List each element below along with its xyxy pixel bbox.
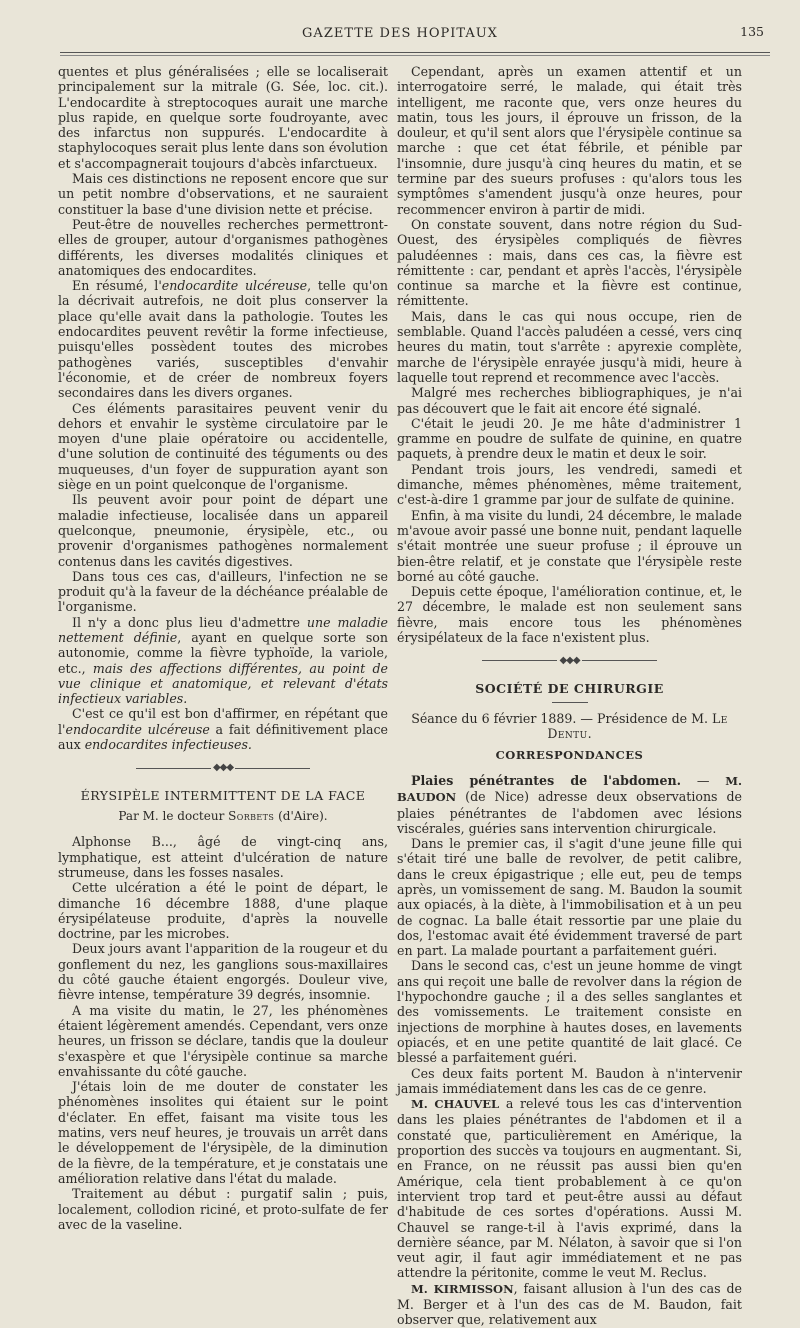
paragraph: Cependant, après un examen attentif et un interrogatoire serré, le malade, qui était très intelligent, me raconte que, vers onze heures du matin, tous les jours, il éprouve un frisson, de la douleur, et qu'il sent alors que l'érysipèle continue sa marche : que cet état fébrile, et pénible par l'insomnie, dure jusqu'à cinq heures du matin, et se termine par des sueurs profuses : qu'alors tous les symptômes s'amendent jusqu'à onze heures, pour recommencer environ à partir de midi. bbox=[397, 64, 742, 217]
paragraph: Mais ces distinctions ne reposent encore que sur un petit nombre d'observations, et ne sauraient constituer la base d'une division nette et précise. bbox=[58, 171, 388, 217]
paragraph: Mais, dans le cas qui nous occupe, rien de semblable. Quand l'accès paludéen a cessé, vers cinq heures du matin, tout s'arrête : apyrexie complète, marche de l'érysipèle enrayée jusqu'à midi, heure à laquelle tout reprend et recommence avec l'accès. bbox=[397, 308, 742, 385]
paragraph: Dans tous ces cas, d'ailleurs, l'infection ne se produit qu'à la faveur de la déchéance préalable de l'organisme. bbox=[58, 568, 388, 615]
article-byline: Par M. le docteur Sorbets (d'Aire). bbox=[118, 809, 328, 824]
paragraph: Il n'y a donc plus lieu d'admettre une maladie nettement définie, ayant en quelque sorte son autonomie, comme la fièvre typhoïde, la variole, etc., mais des affections différentes, au point de vue clinique et anatomique, et relevant d'états infectieux variables. bbox=[58, 614, 388, 707]
paragraph: Ces deux faits portent M. Baudon à n'intervenir jamais immédiatement dans les cas de ce genre. bbox=[397, 1065, 742, 1096]
ornamental-divider: ◆◆◆ bbox=[397, 653, 742, 668]
paragraph: Peut-être de nouvelles recherches permettront-elles de grouper, autour d'organismes pathogènes différents, les diverses modalités cliniques et anatomiques des endocardites. bbox=[58, 216, 388, 278]
left-column bbox=[58, 64, 388, 1232]
paragraph: A ma visite du matin, le 27, les phénomènes étaient légèrement amendés. Cependant, vers onze heures, un frisson se déclare, tandis que la douleur s'exaspère et que l'érysipèle continue sa marche envahissante du côté gauche. bbox=[58, 1002, 388, 1079]
header-rule-secondary bbox=[60, 55, 770, 56]
paragraph: Depuis cette époque, l'amélioration continue, et, le 27 décembre, le malade est non seulement sans fièvre, mais encore tous les phénomènes érysipélateux de la face n'existent plus. bbox=[397, 584, 742, 645]
page-number: 135 bbox=[740, 24, 764, 39]
section-title: SOCIÉTÉ DE CHIRURGIE bbox=[475, 680, 664, 696]
running-title: GAZETTE DES HOPITAUX bbox=[302, 26, 498, 41]
subsection-heading: CORRESPONDANCES bbox=[495, 747, 644, 762]
paragraph: Dans le premier cas, il s'agit d'une jeune fille qui s'était tiré une balle de revolver, de petit calibre, dans le creux épigastrique ; elle eut, peu de temps après, un vomissement de sang. M. Baudon la soumit aux opiacés, à la diète, à l'immobilisation et à un peu de cognac. La balle était ressortie par une plaie du dos, l'estomac avait été évidemment traversé de part en part. La malade pourtant a parfaitement guéri. bbox=[397, 836, 742, 959]
paragraph: Traitement au début : purgatif salin ; puis, localement, collodion riciné, et proto-sulfate de fer avec de la vaseline. bbox=[58, 1186, 388, 1232]
paragraph: M. CHAUVEL a relevé tous les cas d'intervention dans les plaies pénétrantes de l'abdomen et il a constaté que, particulièrement en Amérique, la proportion des succès va toujours en augmentant. Si, en France, on ne réussit pas aussi bien qu'en Amérique, cela tient probablement à ce qu'on intervient trop tard et peut-être aussi au défaut d'habitude de ces sortes d'opérations. Aussi M. Chauvel se range-t-il à l'avis exprimé, dans la dernière séance, par M. Nélaton, à savoir que si l'on veut agir, il faut agir immédiatement et ne pas attendre la péritonite, comme le veut M. Reclus. bbox=[397, 1096, 743, 1281]
paragraph: Pendant trois jours, les vendredi, samedi et dimanche, mêmes phénomènes, même traitement, c'est-à-dire 1 gramme par jour de sulfate de quinine. bbox=[397, 461, 742, 508]
paragraph: Ces éléments parasitaires peuvent venir du dehors et envahir le système circulatoire par le moyen d'une plaie opératoire ou accidentelle, d'une solution de continuité des téguments ou des muqueuses, d'un foyer de suppuration ayant son siège en un point quelconque de l'organisme. bbox=[58, 400, 388, 493]
paragraph: Deux jours avant l'apparition de la rougeur et du gonflement du nez, les ganglions sous-maxillaires du côté gauche étaient engorgés. Douleur vive, fièvre intense, température 39 degrés, insomnie. bbox=[58, 941, 388, 1003]
header-rule bbox=[60, 52, 770, 53]
paragraph: Malgré mes recherches bibliographiques, je n'ai pas découvert que le fait ait encore été signalé. bbox=[397, 385, 742, 416]
paragraph: Enfin, à ma visite du lundi, 24 décembre, le malade m'avoue avoir passé une bonne nuit, pendant laquelle s'était montrée une sueur profuse ; il éprouve un bien-être relatif, et je constate que l'érysipèle reste borné au côté gauche. bbox=[397, 507, 742, 584]
paragraph: C'était le jeudi 20. Je me hâte d'administrer 1 gramme en poudre de sulfate de quinine, en quatre paquets, à prendre deux le matin et deux le soir. bbox=[397, 415, 742, 462]
paragraph: Ils peuvent avoir pour point de départ une maladie infectieuse, localisée dans un appareil quelconque, pneumonie, érysipèle, etc., ou provenir d'organismes pathogènes normalement contenus dans les cavités digestives. bbox=[58, 492, 388, 569]
ornamental-divider: ◆◆◆ bbox=[58, 760, 388, 775]
paragraph: C'est ce qu'il est bon d'affirmer, en répétant que l'endocardite ulcéreuse a fait définitivement place aux endocardites infectieuses. bbox=[58, 706, 388, 753]
page-header bbox=[0, 24, 800, 46]
paragraph: Plaies pénétrantes de l'abdomen. — M. BAUDON (de Nice) adresse deux observations de plaies pénétrantes de l'abdomen avec lésions viscérales, guéries sans intervention chirurgicale. bbox=[397, 772, 743, 836]
article-title: ÉRYSIPÈLE INTERMITTENT DE LA FACE bbox=[80, 787, 366, 803]
session-line: Séance du 6 février 1889. — Présidence de M. Le Dentu. bbox=[411, 711, 728, 742]
right-column bbox=[397, 64, 742, 1328]
paragraph: Alphonse B..., âgé de vingt-cinq ans, lymphatique, est atteint d'ulcération de nature strumeuse, dans les fosses nasales. bbox=[58, 834, 388, 880]
short-rule bbox=[552, 702, 588, 703]
paragraph: quentes et plus généralisées ; elle se localiserait principalement sur la mitrale (G. Sée, loc. cit.). L'endocardite à streptocoques aurait une marche plus rapide, en quelque sorte foudroyante, avec des infarctus non suppurés. L'endocardite à staphylocoques serait plus lente dans son évolution et s'accompagnerait toujours d'abcès infarctueux. bbox=[58, 64, 388, 171]
paragraph: Cette ulcération a été le point de départ, le dimanche 16 décembre 1888, d'une plaque érysipélateuse produite, d'après la nouvelle doctrine, par les microbes. bbox=[58, 880, 388, 942]
paragraph: M. KIRMISSON, faisant allusion à l'un des cas de M. Berger et à l'un des cas de M. Baudon, fait observer que, relativement aux bbox=[397, 1280, 742, 1328]
paragraph: Dans le second cas, c'est un jeune homme de vingt ans qui reçoit une balle de revolver dans la région de l'hypochondre gauche ; il a des selles sanglantes et des vomissements. Le traitement consiste en injections de morphine à hautes doses, en lavements opiacés, et en une petite quantité de lait glacé. Ce blessé a parfaitement guéri. bbox=[397, 958, 742, 1066]
paragraph: J'étais loin de me douter de constater les phénomènes insolites qui étaient sur le point d'éclater. En effet, faisant ma visite tous les matins, vers neuf heures, je trouvais un arrêt dans le développement de l'érysipèle, de la diminution de la fièvre, de la température, et je constatais une amélioration relative dans l'état du malade. bbox=[58, 1079, 388, 1186]
paragraph: On constate souvent, dans notre région du Sud-Ouest, des érysipèles compliqués de fièvres paludéennes : mais, dans ces cas, la fièvre est rémittente : car, pendant et après l'accès, l'érysipèle continue sa marche et la fièvre est continue, rémittente. bbox=[397, 216, 742, 309]
paragraph: En résumé, l'endocardite ulcéreuse, telle qu'on la décrivait autrefois, ne doit plus conserver la place qu'elle avait dans la pathologie. Toutes les endocardites peuvent revêtir la forme infectieuse, puisqu'elles possèdent toutes des microbes pathogènes variés, susceptibles d'envahir l'économie, et de créer de nombreux foyers secondaires dans les divers organes. bbox=[58, 278, 388, 401]
